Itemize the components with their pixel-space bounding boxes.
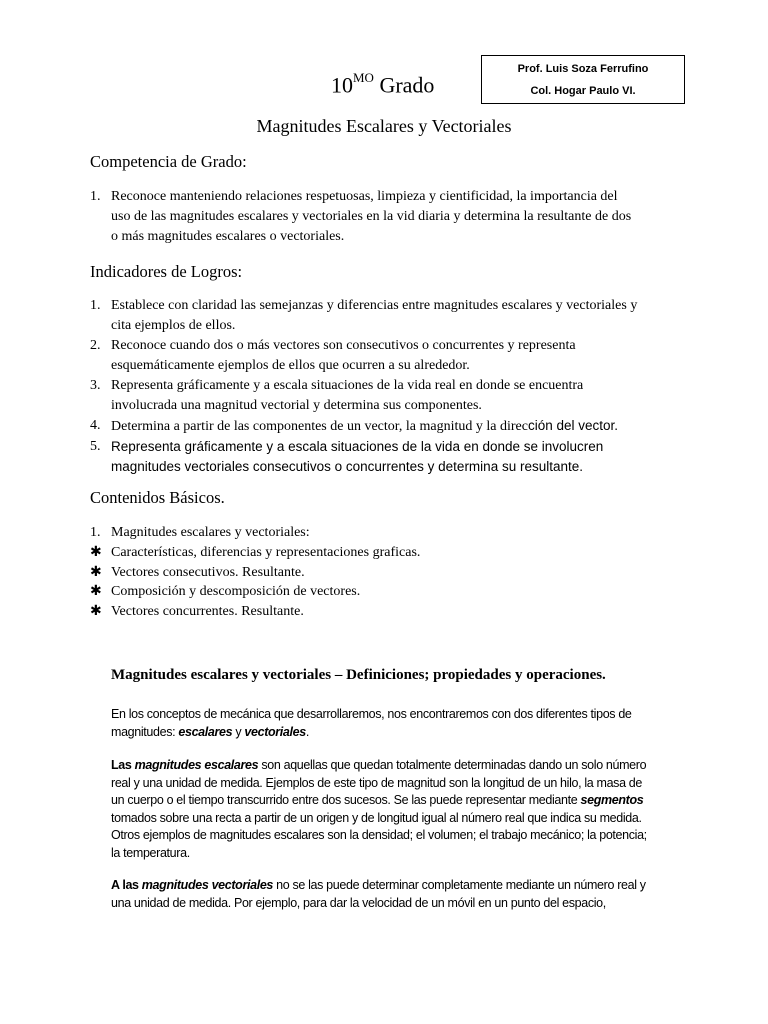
paragraph-line: una unidad de medida. Por ejemplo, para dar la velocidad de un móvil en un punto del espacio, [111, 895, 606, 910]
list-item [90, 437, 690, 477]
contenidos-sublist [90, 543, 420, 621]
vector-paragraph [111, 877, 676, 912]
list-item [90, 416, 690, 437]
item-line: o más magnitudes escalares o vectoriales. [111, 229, 345, 244]
item-number: 5. [90, 439, 101, 454]
term-vector: magnitudes vectoriales [141, 878, 274, 892]
paragraph-text: son aquellas que quedan totalmente determinadas dando un solo número [258, 758, 647, 772]
item-number: 1. [90, 525, 101, 540]
item-line [111, 416, 690, 437]
item-line: esquemáticamente ejemplos de ellos que ocurren a su alrededor. [111, 358, 470, 373]
asterisk-icon: ✱ [90, 545, 102, 560]
author-box [481, 55, 685, 104]
paragraph-line [111, 792, 676, 810]
item-line: magnitudes vectoriales consecutivos o concurrentes y determina su resultante. [111, 459, 583, 474]
item-line: Representa gráficamente y a escala situaciones de la vida real en donde se encuentra [111, 378, 584, 393]
contenidos-heading: Contenidos Básicos. [90, 488, 225, 507]
list-item [90, 376, 690, 416]
document-title: Magnitudes Escalares y Vectoriales [256, 116, 512, 136]
item-text: Vectores concurrentes. Resultante. [111, 603, 304, 619]
item-line: cita ejemplos de ellos. [111, 318, 236, 333]
paragraph-text: un cuerpo o el tiempo transcurrido entre dos sucesos. Se las puede representar mediante [111, 793, 581, 807]
paragraph-line: En los conceptos de mecánica que desarrollaremos, nos encontraremos con dos diferentes tipos de [111, 707, 632, 721]
item-line: Establece con claridad las semejanzas y diferencias entre magnitudes escalares y vectoriales y [111, 298, 638, 313]
item-text: Composición y descomposición de vectores. [111, 584, 361, 599]
paragraph-line: Otros ejemplos de magnitudes escalares son la densidad; el volumen; el trabajo mecánico; la potencia; [111, 828, 647, 842]
asterisk-icon: ✱ [90, 584, 102, 599]
paragraph-text: y [232, 724, 245, 739]
asterisk-icon: ✱ [90, 564, 102, 580]
item-number: 1. [90, 298, 101, 313]
item-line: Magnitudes escalares y vectoriales: [111, 525, 310, 540]
term-segments: segmentos [580, 793, 644, 807]
competencia-heading: Competencia de Grado: [90, 152, 247, 171]
grade-label [331, 72, 434, 98]
item-line: involucrada una magnitud vectorial y determina sus componentes. [111, 398, 482, 413]
item-text: Características, diferencias y representaciones graficas. [111, 545, 421, 560]
paragraph-line [111, 877, 676, 895]
list-item [90, 336, 690, 376]
contenidos-list [90, 523, 690, 543]
paragraph-line [111, 757, 676, 775]
professor-name: Prof. Luis Soza Ferrufino [517, 63, 649, 75]
list-item [90, 187, 690, 247]
school-name: Col. Hogar Paulo VI. [530, 85, 636, 97]
intro-paragraph [111, 706, 676, 741]
list-item [90, 296, 690, 336]
list-item [90, 582, 420, 602]
indicadores-list [90, 296, 690, 477]
scalar-paragraph [111, 757, 676, 862]
grade-suffix: MO [353, 70, 374, 85]
grade-number: 10 [331, 72, 353, 98]
item-line: uso de las magnitudes escalares y vectoriales en la vid diaria y determina la resultante de dos [111, 209, 632, 224]
list-item [90, 563, 420, 583]
paragraph-text: Las [111, 758, 135, 772]
paragraph-text: A las [111, 878, 142, 892]
paragraph-line: real y una unidad de medida. Ejemplos de este tipo de magnitud son la longitud de un hilo, la masa de [111, 775, 642, 790]
item-number: 2. [90, 338, 101, 353]
paragraph-line: la temperatura. [111, 845, 190, 860]
definitions-heading: Magnitudes escalares y vectoriales – Definiciones; propiedades y operaciones. [111, 667, 606, 683]
indicadores-heading: Indicadores de Logros: [90, 262, 243, 281]
paragraph-line [111, 724, 676, 742]
asterisk-icon: ✱ [90, 603, 102, 619]
item-number: 3. [90, 378, 101, 393]
item-number: 4. [90, 418, 101, 433]
item-line: Representa gráficamente y a escala situaciones de la vida en donde se involucren [111, 439, 604, 454]
grade-word: Grado [379, 72, 435, 98]
item-number: 1. [90, 189, 101, 204]
competencia-list [90, 187, 690, 247]
item-line: Reconoce manteniendo relaciones respetuosas, limpieza y cientificidad, la importancia del [111, 189, 618, 204]
paragraph-line: tomados sobre una recta a partir de un origen y de longitud igual al número real que indica su medida. [111, 810, 642, 825]
term-scalar: escalares [178, 724, 233, 739]
paragraph-text: magnitudes: [111, 724, 179, 739]
list-item [90, 523, 690, 543]
item-text: ción del vector. [527, 418, 619, 433]
item-line: Reconoce cuando dos o más vectores son consecutivos o concurrentes y representa [111, 338, 576, 353]
paragraph-text: no se las puede determinar completamente mediante un número real y [273, 878, 646, 892]
paragraph-text: . [305, 724, 309, 739]
term-vector: vectoriales [244, 724, 306, 739]
term-scalar: magnitudes escalares [134, 758, 259, 772]
list-item [90, 543, 420, 563]
item-text: Determina a partir de las componentes de un vector, la magnitud y la direc [111, 419, 528, 434]
item-text: Vectores consecutivos. Resultante. [111, 564, 305, 580]
list-item [90, 602, 420, 622]
